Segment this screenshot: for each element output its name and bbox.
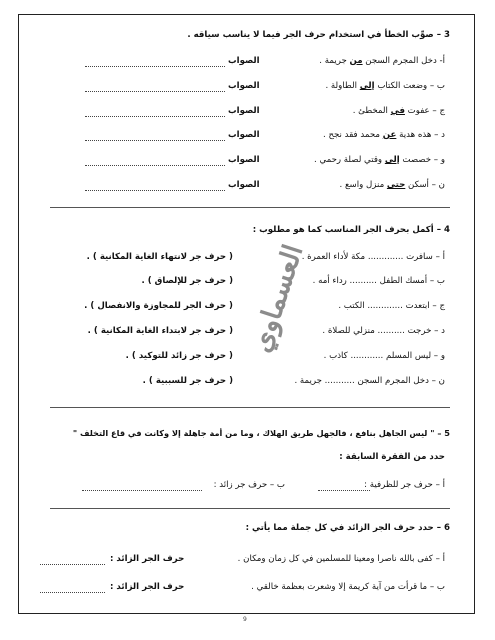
q3-answer-label: الصواب: [228, 81, 260, 91]
answer-blank[interactable]: [40, 592, 105, 593]
answer-blank[interactable]: [82, 490, 202, 491]
answer-blank[interactable]: [40, 564, 105, 565]
q3-sentence: ج – عفوت في المخطئ .: [352, 106, 445, 116]
q3-sentence: د – هذه هدية عن محمد فقد نجح .: [323, 130, 445, 140]
q4-hint: ( حرف جر زائد للتوكيد ) .: [125, 351, 233, 361]
watermark: العسماوي: [245, 240, 310, 357]
q4-hint: ( حرف جر لانتهاء الغاية المكانية ) .: [86, 252, 233, 262]
answer-blank[interactable]: [85, 190, 225, 191]
q3-answer-label: الصواب: [228, 155, 260, 165]
q6-sentence: ب – ما قرأت من آية كريمة إلا وشعرت بعظمة خالقي .: [251, 582, 445, 592]
q3-answer-label: الصواب: [228, 180, 260, 190]
q6-sentence: أ – كفى بالله ناصرا ومعينا للمسلمين في كل زمان ومكان .: [237, 554, 445, 564]
q3-title: 3 – صوِّب الخطأ في استخدام حرف الجر فيما لا يناسب سياقه .: [187, 30, 450, 40]
q5-part-b: ب – حرف جر زائد :: [213, 480, 285, 490]
q3-answer-label: الصواب: [228, 106, 260, 116]
section-divider: [50, 407, 450, 408]
section-divider: [50, 207, 450, 208]
q4-sentence: أ – سافرت ............. مكة لأداء العمرة .: [301, 252, 445, 262]
q6-answer-label: حرف الجر الزائد :: [110, 554, 185, 564]
q3-sentence: و – خصصت إلى وقتي لصلة رحمي .: [314, 155, 445, 165]
q4-hint: ( حرف جر للسببية ) .: [142, 376, 233, 386]
q5-subtitle: حدد من الفقرة السابقة :: [339, 452, 445, 462]
q4-sentence: ن – دخل المجرم السجن ........... جريمة .: [294, 376, 445, 386]
q4-hint: ( حرف جر للإلصاق ) .: [141, 276, 233, 286]
answer-blank[interactable]: [85, 91, 225, 92]
section-divider: [50, 508, 450, 509]
answer-blank[interactable]: [85, 140, 225, 141]
q3-sentence: أ- دخل المجرم السجن من جريمة .: [319, 56, 445, 66]
q3-sentence: ن – أسكن حتى منزل واسع .: [339, 180, 445, 190]
q4-sentence: و – ليس المسلم ............ كاذب .: [323, 351, 445, 361]
q4-title: 4 – أكمل بحرف الجر المناسب كما هو مطلوب :: [252, 225, 450, 235]
q4-hint: ( حرف الجر للمجاوزة والانفصال ) .: [84, 301, 233, 311]
q3-answer-label: الصواب: [228, 130, 260, 140]
answer-blank[interactable]: [318, 490, 370, 491]
q6-title: 6 – حدد حرف الجر الزائد في كل جملة مما يأتي :: [245, 523, 450, 533]
q5-part-a: أ – حرف جر للظرفية :: [364, 480, 445, 490]
q3-answer-label: الصواب: [228, 56, 260, 66]
page-number: 9: [243, 616, 247, 623]
answer-blank[interactable]: [85, 165, 225, 166]
q6-answer-label: حرف الجر الزائد :: [110, 582, 185, 592]
answer-blank[interactable]: [85, 66, 225, 67]
q4-sentence: ب – أمسك الطفل .......... رداء أمه .: [312, 276, 445, 286]
q4-sentence: ج – ابتعدت ............. الكتب .: [338, 301, 445, 311]
q4-hint: ( حرف جر لابتداء الغاية المكانية ) .: [87, 326, 233, 336]
answer-blank[interactable]: [85, 116, 225, 117]
q5-title: 5 – " ليس الجاهل بنافع ، فالجهل طريق الهلاك ، وما من أمة جاهلة إلا وكانت في قاع التخلف ": [72, 428, 450, 438]
q3-sentence: ب – وضعت الكتاب إلى الطاولة .: [325, 81, 445, 91]
q4-sentence: د – خرجت .......... منزلي للصلاة .: [322, 326, 445, 336]
